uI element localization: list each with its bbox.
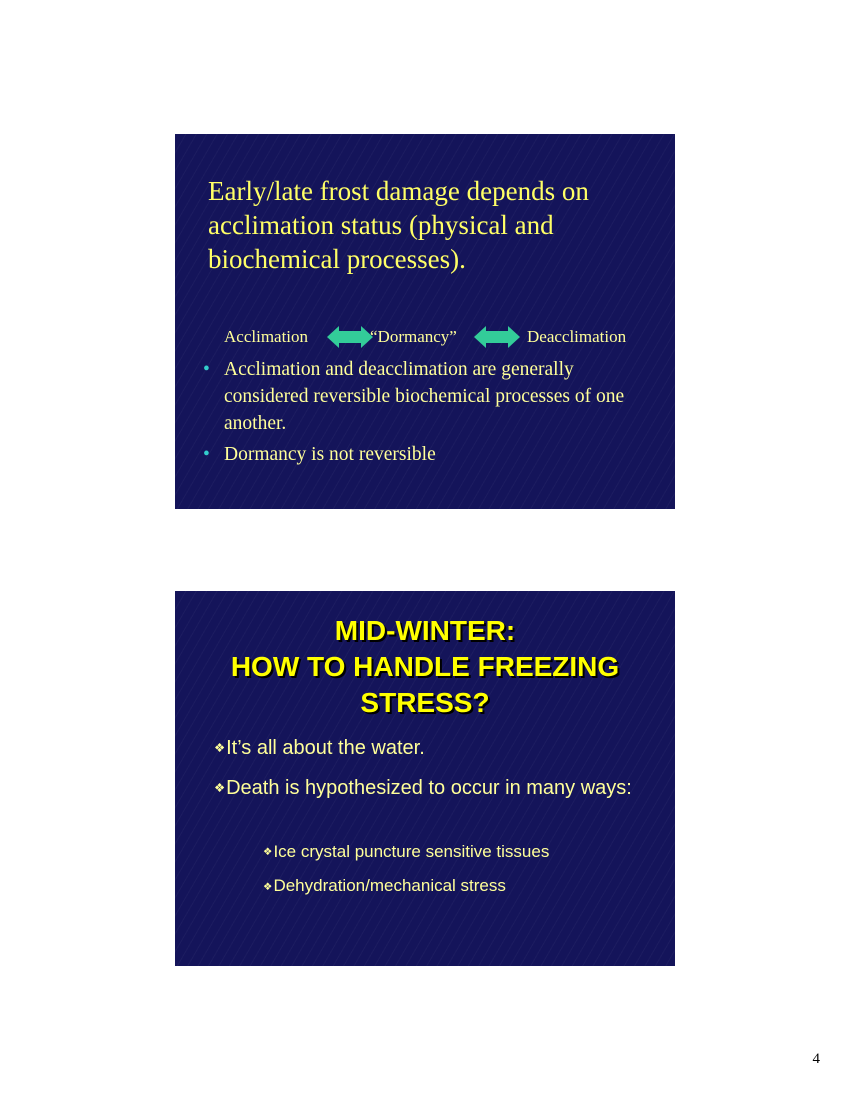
bullet-list	[214, 736, 644, 816]
slide-title	[175, 613, 675, 721]
list-item-text: It’s all about the water.	[226, 737, 425, 759]
diamond-bullet-icon: ❖	[214, 781, 226, 796]
diamond-bullet-icon: ❖	[263, 846, 273, 859]
bullet-dot-icon: •	[203, 444, 210, 465]
acclimation-process-diagram	[175, 324, 675, 350]
list-item	[214, 776, 644, 800]
slide-mid-winter	[175, 591, 675, 966]
list-item-text: Dormancy is not reversible	[224, 444, 436, 465]
diamond-bullet-icon: ❖	[263, 880, 273, 893]
sub-bullet-list	[263, 841, 663, 910]
double-arrow-icon	[474, 325, 520, 349]
list-item	[203, 356, 653, 437]
diamond-bullet-icon: ❖	[214, 741, 226, 756]
page-number: 4	[812, 1051, 820, 1067]
slide-frost-damage	[175, 134, 675, 509]
list-item	[214, 736, 644, 760]
double-arrow-icon	[327, 325, 373, 349]
list-item-text: Dehydration/mechanical stress	[273, 876, 506, 896]
bullet-list	[203, 356, 653, 472]
list-item	[203, 441, 653, 468]
list-item-text: Death is hypothesized to occur in many ways:	[226, 777, 632, 800]
slide-title: Early/late frost damage depends on acclimation status (physical and biochemical processes).	[208, 176, 589, 274]
list-item-text: Acclimation and deacclimation are generally considered reversible biochemical processes of one another.	[224, 359, 625, 434]
title-line: MID-WINTER:	[334, 615, 516, 646]
list-item	[263, 841, 663, 863]
title-line: STRESS?	[360, 687, 490, 718]
deacclimation-label: Deacclimation	[527, 327, 627, 346]
dormancy-label: “Dormancy”	[370, 327, 457, 346]
acclimation-label: Acclimation	[224, 327, 309, 346]
bullet-dot-icon: •	[203, 359, 210, 380]
list-item-text: Ice crystal puncture sensitive tissues	[273, 842, 550, 861]
title-line: HOW TO HANDLE FREEZING	[230, 651, 620, 682]
list-item	[263, 875, 663, 897]
